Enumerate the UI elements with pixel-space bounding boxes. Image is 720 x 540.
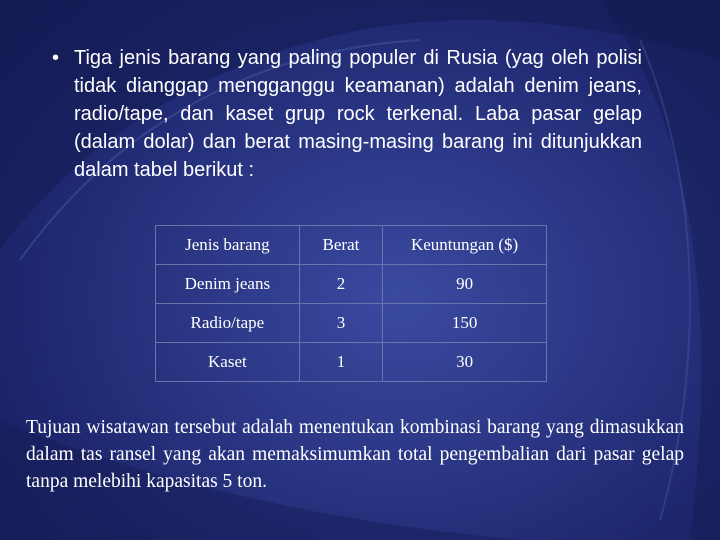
table-header-row [156,226,547,265]
header-keuntungan: Keuntungan ($) [383,226,547,265]
table-cell: 150 [383,304,547,343]
bullet-paragraph [52,44,642,184]
table-row [156,304,547,343]
table-cell: Denim jeans [156,265,300,304]
table-cell: 3 [299,304,382,343]
bullet-text: Tiga jenis barang yang paling populer di Rusia (yag oleh polisi tidak dianggap mengganggu keamanan) adalah denim jeans, radio/tape, dan kaset grup rock terkenal. Laba pasar gelap (dalam dolar) dan berat masing-masing barang ini ditunjukkan dalam tabel berikut : [74,47,642,181]
items-table [155,225,547,382]
table-cell: 90 [383,265,547,304]
header-berat: Berat [299,226,382,265]
table-cell: 1 [299,343,382,382]
table-row [156,265,547,304]
header-jenis-barang: Jenis barang [156,226,300,265]
table-cell: Kaset [156,343,300,382]
table-cell: 2 [299,265,382,304]
table-cell: 30 [383,343,547,382]
table-row [156,343,547,382]
table-cell: Radio/tape [156,304,300,343]
bullet-marker: • [52,47,60,69]
objective-paragraph: Tujuan wisatawan tersebut adalah menentukan kombinasi barang yang dimasukkan dalam tas ransel yang akan memaksimumkan total pengembalian dari pasar gelap tanpa melebihi kapasitas 5 ton. [26,417,684,492]
